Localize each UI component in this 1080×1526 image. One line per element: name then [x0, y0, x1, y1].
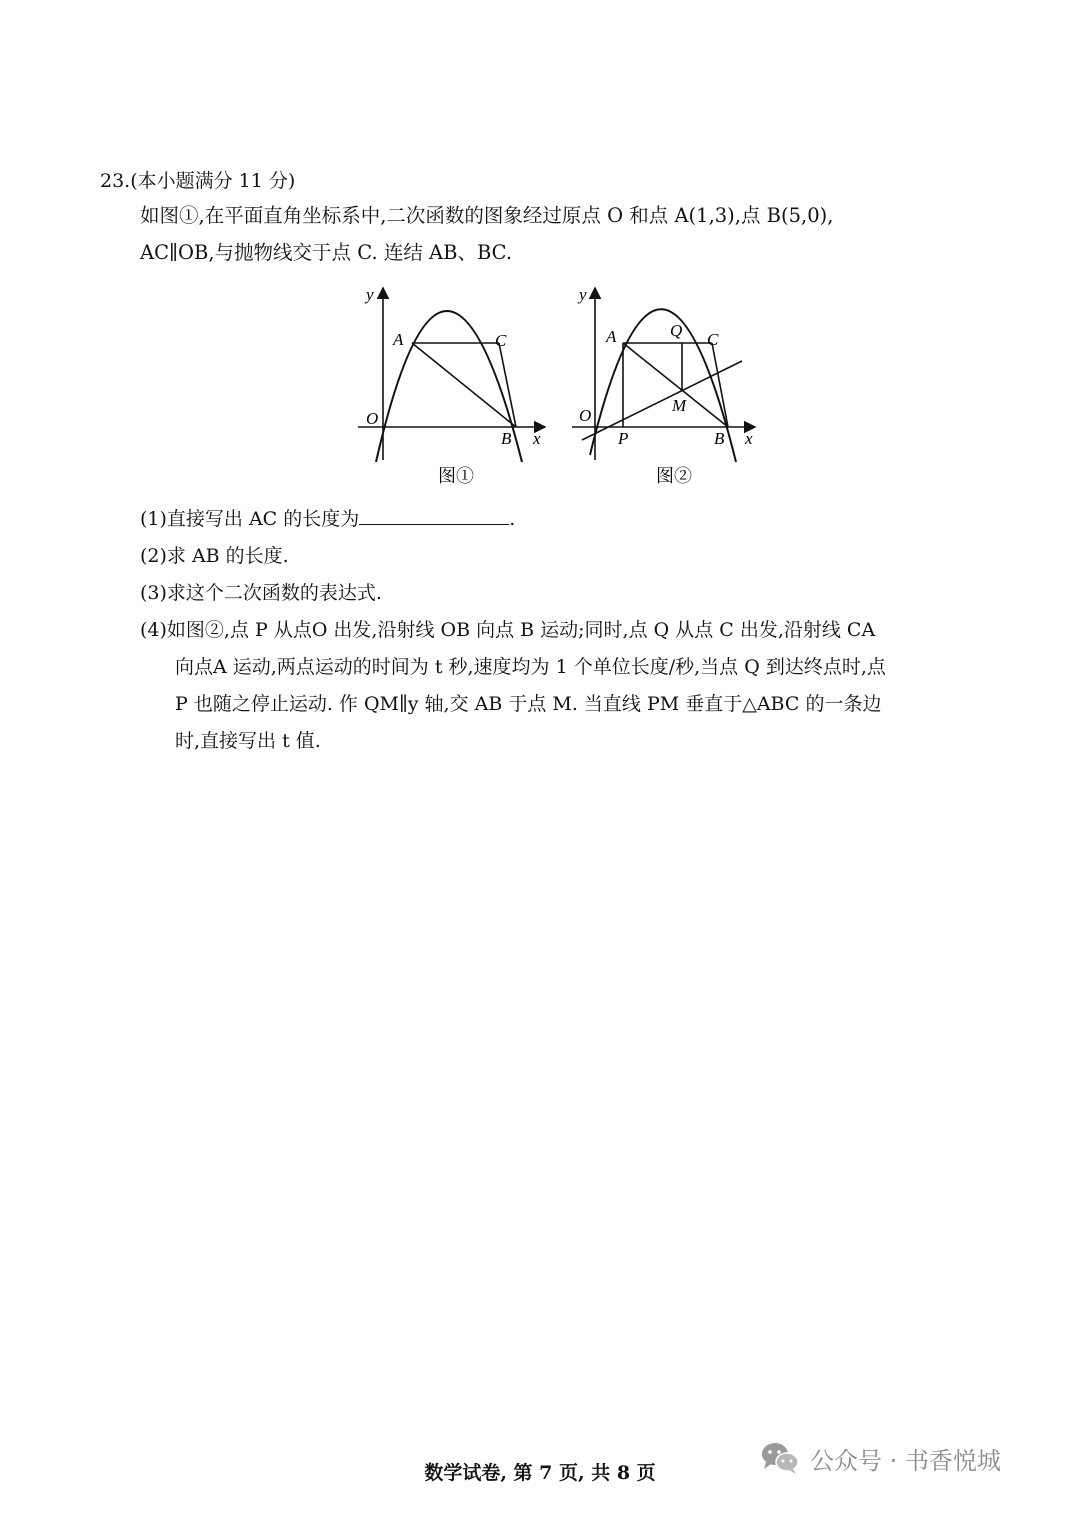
subquestion-1-text: (1)直接写出 AC 的长度为	[140, 508, 360, 530]
subquestion-1-end: .	[509, 508, 516, 530]
fig2-label-p: P	[618, 429, 629, 448]
answer-blank[interactable]	[359, 504, 509, 525]
fig2-label-b: B	[714, 429, 725, 448]
figure-2	[572, 285, 755, 486]
fig2-label-a: A	[606, 327, 617, 346]
question-number: 23.	[100, 170, 131, 192]
fig1-label-x: x	[533, 429, 541, 448]
fig1-caption: 图①	[438, 466, 474, 486]
subquestion-4	[140, 612, 980, 760]
subquestion-2: (2)求 AB 的长度.	[140, 545, 289, 567]
fig2-label-q: Q	[670, 321, 683, 340]
figure-1	[358, 285, 545, 486]
subquestion-1	[140, 501, 980, 538]
fig2-caption: 图②	[656, 466, 692, 486]
subquestion-4-line-2: 向点A 运动,两点运动的时间为 t 秒,速度均为 1 个单位长度/秒,当点 Q 到达终点时,点	[175, 656, 886, 678]
fig1-segment-ab	[412, 343, 516, 427]
fig2-label-y: y	[579, 285, 587, 304]
wechat-icon	[760, 1441, 800, 1475]
fig1-label-b: B	[501, 429, 512, 448]
fig1-label-a: A	[393, 330, 404, 349]
watermark	[760, 1438, 1001, 1478]
fig2-label-m: M	[672, 396, 687, 415]
subquestion-3: (3)求这个二次函数的表达式.	[140, 582, 382, 604]
fig2-label-o: O	[579, 406, 592, 425]
watermark-text: 公众号 · 书香悦城	[810, 1446, 1001, 1475]
fig1-label-o: O	[366, 409, 379, 428]
question-header	[100, 166, 295, 193]
fig2-label-c: C	[707, 330, 719, 349]
question-score: (本小题满分 11 分)	[130, 170, 296, 192]
subquestion-4-line-4: 时,直接写出 t 值.	[175, 730, 321, 752]
fig2-label-x: x	[745, 429, 753, 448]
fig1-label-y: y	[366, 285, 374, 304]
figures	[350, 280, 770, 495]
subquestion-4-line-3: P 也随之停止运动. 作 QM∥y 轴,交 AB 于点 M. 当直线 PM 垂直于△ABC 的一条边	[175, 693, 882, 715]
intro-line-1: 如图①,在平面直角坐标系中,二次函数的图象经过原点 O 和点 A(1,3),点 B(5,0),	[140, 204, 834, 227]
subquestion-4-line-1: (4)如图②,点 P 从点O 出发,沿射线 OB 向点 B 运动;同时,点 Q 从点 C 出发,沿射线 CA	[140, 619, 876, 641]
page-footer: 数学试卷, 第 7 页, 共 8 页	[424, 1462, 656, 1484]
fig1-label-c: C	[495, 331, 507, 350]
intro-line-2: AC∥OB,与抛物线交于点 C. 连结 AB、BC.	[140, 241, 513, 264]
question-intro	[140, 197, 980, 271]
